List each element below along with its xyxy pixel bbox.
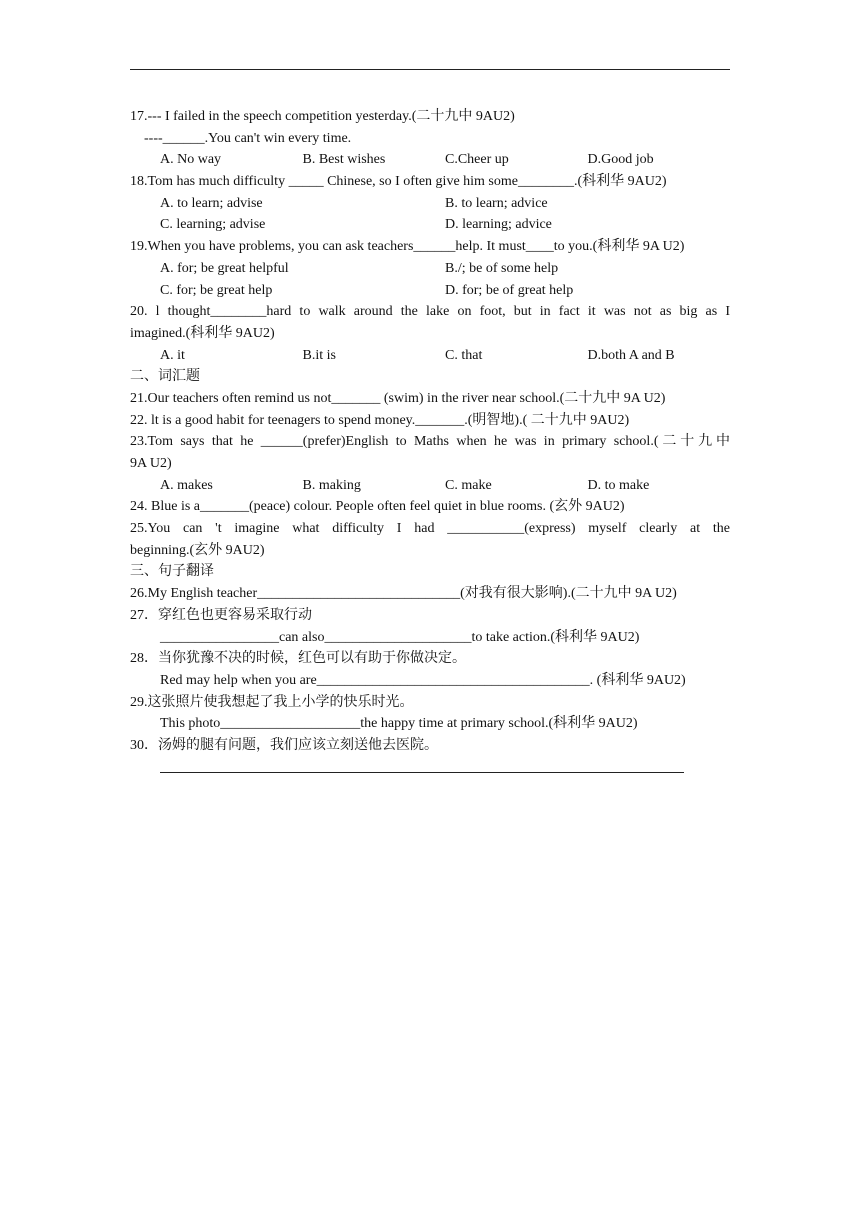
q23-options [130, 475, 730, 497]
q17-option-d[interactable]: D.Good job [587, 152, 654, 168]
q27-answer: _________________can also_____________________to take action.(科利华 9AU2) [160, 629, 640, 645]
q23-option-d[interactable]: D. to make [587, 477, 650, 493]
q18-option-b[interactable]: B. to learn; advice [445, 195, 548, 211]
worksheet-body [130, 106, 730, 773]
q20-option-b[interactable]: B.it is [302, 347, 336, 363]
q17-option-a[interactable]: A. No way [160, 152, 222, 168]
section-heading-vocabulary: 二、词汇题 [130, 369, 200, 385]
q28-prompt: 28．当你犹豫不决的时候，红色可以有助于你做决定。 [130, 651, 466, 667]
q23-option-a[interactable]: A. makes [160, 477, 213, 493]
q22-stem: 22. lt is a good habit for teenagers to spend money._______.(明智地).( 二十九中 9AU2) [130, 412, 630, 428]
q19-option-c[interactable]: C. for; be great help [160, 282, 273, 298]
q23-stem-line2: 9A U2) [130, 456, 172, 471]
q23-option-c[interactable]: C. make [445, 477, 492, 493]
q24-stem: 24. Blue is a_______(peace) colour. People often feel quiet in blue rooms. (玄外 9AU2) [130, 499, 625, 515]
q19-options-row2 [130, 280, 730, 302]
q17-stem: 17.--- I failed in the speech competition yesterday.(二十九中 9AU2) [130, 109, 515, 124]
q18-options-row2 [130, 214, 730, 236]
q21-stem: 21.Our teachers often remind us not_______ (swim) in the river near school.(二十九中 9A U2) [130, 390, 666, 406]
q18-option-d[interactable]: D. learning; advice [445, 217, 552, 233]
q20-stem-line2: imagined.(科利华 9AU2) [130, 325, 275, 341]
q19-stem: 19.When you have problems, you can ask teachers______help. It must____to you.(科利华 9A U2) [130, 239, 685, 255]
q19-option-d[interactable]: D. for; be of great help [445, 282, 574, 298]
q17-options [130, 149, 730, 171]
q25-stem-line2: beginning.(玄外 9AU2) [130, 542, 265, 558]
q17-option-b[interactable]: B. Best wishes [302, 152, 386, 168]
q23-stem-line1: 23.Tom says that he ______(prefer)English to Maths when he was in primary school.(二十九中 [130, 434, 730, 450]
q26-stem: 26.My English teacher_____________________________(对我有很大影响).(二十九中 9A U2) [130, 586, 677, 602]
q28-answer: Red may help when you are_______________________________________. (科利华 9AU2) [160, 672, 686, 688]
q19-options-row1 [130, 258, 730, 280]
q20-options [130, 345, 730, 367]
q29-prompt: 29.这张照片使我想起了我上小学的快乐时光。 [130, 694, 414, 710]
q19-option-b[interactable]: B./; be of some help [445, 260, 559, 276]
q25-stem-line1: 25.You can 't imagine what difficulty I had ___________(express) myself clearly at the [130, 521, 730, 537]
q18-options-row1 [130, 193, 730, 215]
q27-prompt: 27．穿红色也更容易采取行动 [130, 607, 312, 623]
section-heading-translation: 三、句子翻译 [130, 564, 214, 580]
q18-stem: 18.Tom has much difficulty _____ Chinese, so I often give him some________.(科利华 9AU2) [130, 174, 667, 190]
q17-option-c[interactable]: C.Cheer up [445, 152, 509, 168]
q30-prompt: 30．汤姆的腿有问题，我们应该立刻送他去医院。 [130, 737, 438, 753]
header-rule [130, 69, 730, 70]
q20-option-d[interactable]: D.both A and B [587, 347, 675, 363]
q17-reply: ----______.You can't win every time. [144, 130, 352, 146]
q30-answer-blank[interactable] [160, 757, 684, 773]
q18-option-a[interactable]: A. to learn; advise [160, 195, 263, 211]
q20-stem-line1: 20. l thought________hard to walk around the lake on foot, but in fact it was not as big as I [130, 304, 730, 320]
q18-option-c[interactable]: C. learning; advise [160, 217, 266, 233]
q19-option-a[interactable]: A. for; be great helpful [160, 260, 289, 276]
q23-option-b[interactable]: B. making [302, 477, 361, 493]
q20-option-a[interactable]: A. it [160, 347, 185, 363]
q29-answer: This photo____________________the happy time at primary school.(科利华 9AU2) [160, 716, 638, 732]
q20-option-c[interactable]: C. that [445, 347, 483, 363]
